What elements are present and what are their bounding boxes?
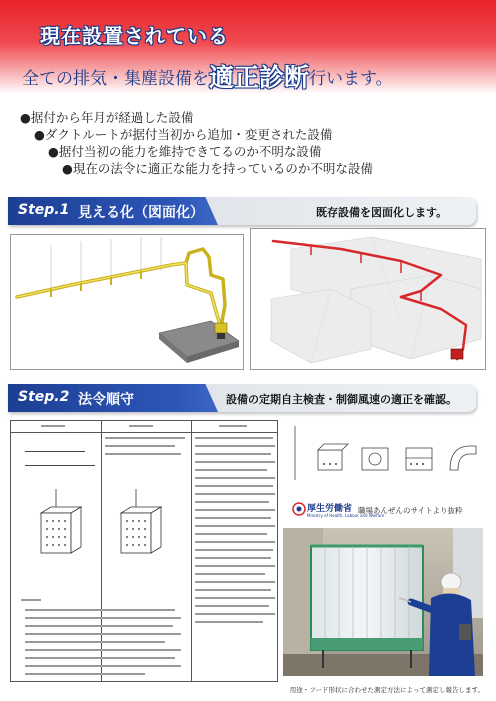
inspection-document-scan [10,420,278,682]
step1-bar [8,197,476,225]
header-title-suffix: 行います。 [309,69,393,89]
step2-number: Step.2 [18,389,70,405]
step1-description: 既存設備を図面化します。 [316,206,448,219]
step2-bar [8,384,476,412]
header-title-line2 [22,56,393,92]
header-title-prefix: 全ての排気・集塵設備を [22,69,209,89]
hood-types-strip [290,420,484,492]
step1-number: Step.1 [18,202,70,218]
bullet-item: ●据付から年月が経過した設備 [20,110,194,125]
step1-title: 見える化（図面化） [78,205,204,221]
duct-drawing-red [250,228,486,370]
header-banner [0,0,496,94]
bullet-item: ●ダクトルートが据付当初から追加・変更された設備 [34,127,333,142]
header-title-line1: 現在設置されている [40,24,229,48]
bullet-item: ●据付当初の能力を維持できてるのか不明な設備 [48,144,322,159]
footer-note: 用途・フード形状に合わせた測定方法によって測定し報告します。 [289,686,484,694]
step2-title: 法令順守 [78,392,134,408]
inspection-photo [283,528,483,676]
mhlw-name: 厚生労働省 [307,504,353,514]
source-note: 職場あんぜんのサイトより抜粋 [358,506,463,515]
duct-drawing-yellow [10,234,244,370]
header-title-emphasis: 適正診断 [209,63,310,92]
hood-sketch [31,483,191,573]
mhlw-logo [290,499,385,523]
bullet-item: ●現在の法令に適正な能力を持っているのか不明な設備 [62,161,373,176]
mhlw-subtitle: Ministry of Health, Labour and Welfare [307,513,385,518]
step2-description: 設備の定期自主検査・制御風速の適正を確認。 [226,393,457,406]
mhlw-mark-icon [292,502,306,516]
